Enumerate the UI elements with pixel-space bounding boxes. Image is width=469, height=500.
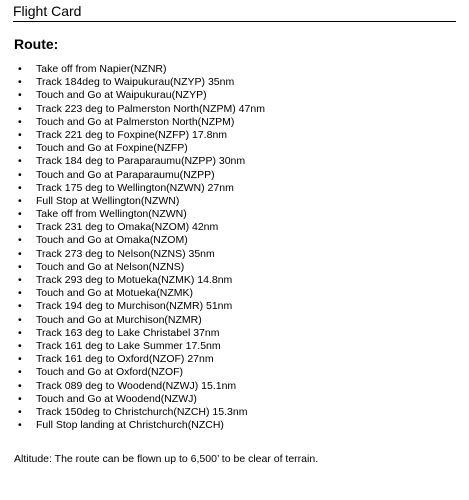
bullet-icon: • — [18, 63, 22, 75]
route-item-text: Touch and Go at Omaka(NZOM) — [36, 234, 188, 247]
route-item-text: Track 161 deg to Lake Summer 17.5nm — [36, 339, 221, 352]
route-item-text: Track 194 deg to Murchison(NZMR) 51nm — [36, 300, 233, 313]
route-item-text: Track 221 deg to Foxpine(NZFP) 17.8nm — [36, 128, 228, 141]
bullet-icon: • — [18, 115, 22, 128]
bullet-icon: • — [18, 168, 22, 181]
bullet-icon: • — [18, 392, 22, 405]
route-item-text: Track 175 deg to Wellington(NZWN) 27nm — [36, 181, 234, 194]
route-item-text: Touch and Go at Waipukurau(NZYP) — [36, 89, 207, 102]
bullet-icon: • — [18, 181, 22, 194]
bullet-icon: • — [18, 405, 22, 418]
bullet-icon: • — [18, 379, 22, 392]
document-header — [13, 3, 456, 22]
route-item-text: Full Stop at Wellington(NZWN) — [36, 194, 180, 207]
bullet-icon: • — [18, 300, 22, 313]
bullet-icon: • — [18, 142, 22, 155]
route-item-text: Touch and Go at Murchison(NZMR) — [36, 313, 202, 326]
route-item-text: Track 150deg to Christchurch(NZCH) 15.3nm — [36, 405, 248, 418]
route-item-text: Touch and Go at Oxford(NZOF) — [36, 366, 184, 379]
route-item-text: Track 293 deg to Motueka(NZMK) 14.8nm — [36, 274, 233, 286]
bullet-icon: • — [18, 260, 22, 273]
route-item-text: Track 161 deg to Oxford(NZOF) 27nm — [36, 353, 214, 366]
bullet-icon: • — [18, 419, 22, 432]
bullet-icon: • — [18, 208, 22, 221]
route-item-text: Touch and Go at Motueka(NZMK) — [36, 287, 193, 300]
bullet-icon: • — [18, 155, 22, 168]
route-item-text: Touch and Go at Foxpine(NZFP) — [36, 142, 188, 155]
route-item-text: Full Stop landing at Christchurch(NZCH) — [36, 419, 224, 432]
route-item-text: Track 163 deg to Lake Christabel 37nm — [36, 326, 220, 339]
altitude-note: Altitude: The route can be flown up to 6,500’ to be clear of terrain. — [14, 453, 319, 465]
bullet-icon: • — [18, 326, 22, 339]
bullet-icon: • — [18, 353, 22, 366]
document-title: Flight Card — [13, 3, 82, 19]
route-item-text: Track 184 deg to Paraparaumu(NZPP) 30nm — [36, 155, 246, 168]
bullet-icon: • — [18, 221, 22, 234]
route-item-text: Take off from Napier(NZNR) — [36, 63, 167, 75]
bullet-icon: • — [18, 194, 22, 207]
route-item-text: Track 089 deg to Woodend(NZWJ) 15.1nm — [36, 379, 237, 392]
bullet-icon: • — [18, 76, 22, 89]
route-item-text: Track 223 deg to Palmerston North(NZPM) 47nm — [36, 102, 265, 115]
route-item-text: Touch and Go at Woodend(NZWJ) — [36, 392, 197, 405]
bullet-icon: • — [18, 287, 22, 300]
route-item-text: Track 231 deg to Omaka(NZOM) 42nm — [36, 221, 219, 234]
route-item-text: Track 184deg to Waipukurau(NZYP) 35nm — [36, 76, 235, 89]
route-heading: Route: — [14, 36, 59, 52]
bullet-icon: • — [18, 102, 22, 115]
route-item-text: Take off from Wellington(NZWN) — [36, 208, 187, 221]
bullet-icon: • — [18, 234, 22, 247]
bullet-icon: • — [18, 366, 22, 379]
bullet-icon: • — [18, 89, 22, 102]
bullet-icon: • — [18, 128, 22, 141]
route-item-text: Track 273 deg to Nelson(NZNS) 35nm — [36, 247, 215, 260]
bullet-icon: • — [18, 313, 22, 326]
bullet-icon: • — [18, 247, 22, 260]
route-item-text: Touch and Go at Palmerston North(NZPM) — [36, 115, 235, 128]
bullet-icon: • — [18, 339, 22, 352]
route-item-text: Touch and Go at Paraparaumu(NZPP) — [36, 168, 215, 181]
route-item-text: Touch and Go at Nelson(NZNS) — [36, 260, 185, 273]
bullet-icon: • — [18, 274, 22, 286]
